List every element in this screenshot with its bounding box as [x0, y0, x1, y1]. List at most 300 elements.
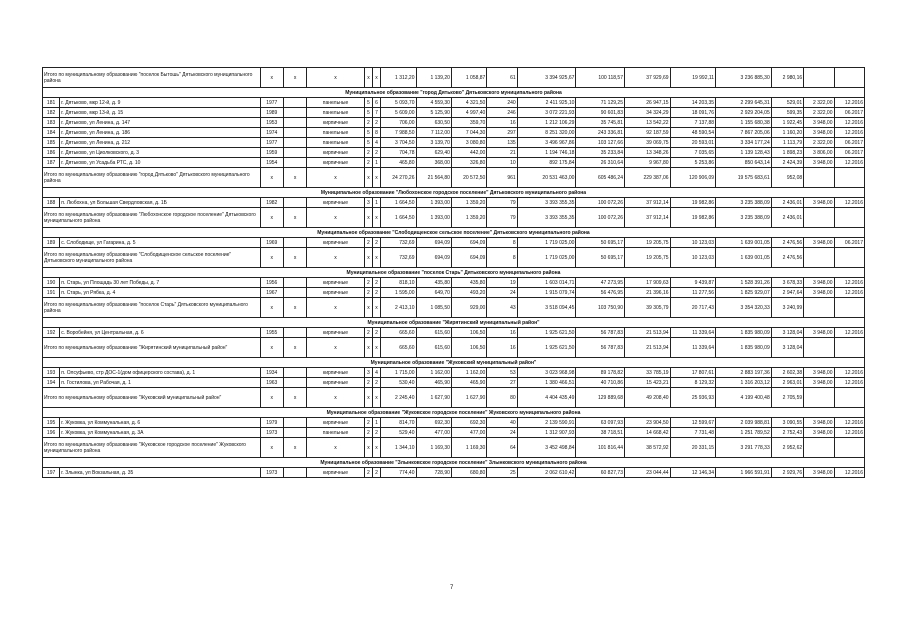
value-cell: 135 — [487, 138, 517, 148]
row-number: 182 — [43, 108, 60, 118]
value-cell: 243 336,81 — [576, 128, 625, 138]
value-cell: 38 718,51 — [576, 428, 625, 438]
total-cell: 24 270,26 — [381, 168, 416, 188]
value-cell: 14 203,35 — [670, 98, 716, 108]
address-cell: г. Жуковка, ул Коммунальная, д. 3А — [60, 428, 260, 438]
entrances-cell: 7 — [372, 108, 380, 118]
total-cell: x — [283, 208, 306, 228]
municipality-header-row — [43, 268, 865, 278]
address-cell: г. Дятьково, ул Ленина, д. 186 — [60, 128, 260, 138]
total-cell: x — [307, 68, 365, 88]
value-cell: 89 178,82 — [576, 368, 625, 378]
value-cell: 2 322,00 — [804, 108, 834, 118]
row-number: 188 — [43, 198, 60, 208]
value-cell: 12.2016 — [834, 128, 865, 138]
total-cell: x — [372, 388, 380, 408]
year-cell: 1959 — [260, 148, 283, 158]
total-cell — [804, 338, 834, 358]
value-cell: 63 097,93 — [576, 418, 625, 428]
total-cell: 39 305,79 — [624, 298, 670, 318]
total-row — [43, 338, 865, 358]
total-cell: x — [364, 168, 372, 188]
value-cell: 629,40 — [416, 148, 451, 158]
table-row — [43, 148, 865, 158]
value-cell: 1 966 591,91 — [716, 468, 772, 478]
row-number: 192 — [43, 328, 60, 338]
value-cell: 8 251 320,00 — [517, 128, 576, 138]
floors-cell: 2 — [364, 118, 372, 128]
value-cell: 48 590,54 — [670, 128, 716, 138]
floors-cell: 2 — [364, 158, 372, 168]
value-cell: 1 160,20 — [771, 128, 803, 138]
wall-material-cell: кирпичные — [307, 118, 365, 128]
total-cell: 229 387,06 — [624, 168, 670, 188]
wall-material-cell: кирпичные — [307, 468, 365, 478]
value-cell: 892 175,84 — [517, 158, 576, 168]
total-cell: 3 452 498,84 — [517, 438, 576, 458]
value-cell: 3 948,00 — [804, 468, 834, 478]
total-label: Итого по муниципальному образованию "поселок Старь" Дятьковского муниципального района — [43, 298, 261, 318]
address-cell: п. Гостилова, ул Рабочая, д. 1 — [60, 378, 260, 388]
value-cell: 3 393 355,35 — [517, 198, 576, 208]
value-cell: 1 113,79 — [771, 138, 803, 148]
value-cell: 7 988,50 — [381, 128, 416, 138]
value-cell: 3 139,70 — [416, 138, 451, 148]
value-cell: 1 312 907,93 — [517, 428, 576, 438]
table-row — [43, 108, 865, 118]
total-cell: 8 — [487, 248, 517, 268]
total-cell: 1 139,20 — [416, 68, 451, 88]
total-cell: 3 128,04 — [771, 338, 803, 358]
value-cell: 1 664,50 — [381, 198, 416, 208]
entrances-cell: 2 — [372, 148, 380, 158]
total-cell: 3 354 320,33 — [716, 298, 772, 318]
value-cell: 24 — [487, 428, 517, 438]
entrances-cell: 2 — [372, 328, 380, 338]
value-cell: 1 359,20 — [451, 198, 486, 208]
total-cell — [834, 298, 865, 318]
value-cell: 2 476,56 — [771, 238, 803, 248]
value-cell: 12.2016 — [834, 468, 865, 478]
value-cell: 1 380 466,51 — [517, 378, 576, 388]
total-cell: 694,09 — [416, 248, 451, 268]
value-cell: 79 — [487, 198, 517, 208]
value-cell: 16 — [487, 328, 517, 338]
value-cell: 1 162,00 — [416, 368, 451, 378]
wall-material-cell: кирпичные — [307, 418, 365, 428]
municipality-title: Муниципальное образование "Жуковское городское поселение" Жуковского муниципального района — [43, 408, 865, 418]
total-cell: 21 513,94 — [624, 338, 670, 358]
total-cell: 1 359,20 — [451, 208, 486, 228]
row-number: 195 — [43, 418, 60, 428]
value-cell: 1 925 621,50 — [517, 328, 576, 338]
value-cell: 706,00 — [381, 118, 416, 128]
total-cell: x — [307, 248, 365, 268]
blank-cell — [283, 418, 306, 428]
total-cell: 11 339,64 — [670, 338, 716, 358]
blank-cell — [283, 98, 306, 108]
entrances-cell: 2 — [372, 238, 380, 248]
total-cell: 615,60 — [416, 338, 451, 358]
year-cell: 1977 — [260, 98, 283, 108]
total-cell: 19 205,75 — [624, 248, 670, 268]
municipality-title: Муниципальное образование "Злынковское городское поселение" Злынковского муниципального района — [43, 458, 865, 468]
floors-cell: 2 — [364, 428, 372, 438]
housing-table — [42, 67, 865, 478]
total-cell: 100 072,26 — [576, 208, 625, 228]
total-cell — [834, 208, 865, 228]
blank-cell — [283, 328, 306, 338]
value-cell: 16 — [487, 118, 517, 128]
total-cell: 1 835 980,09 — [716, 338, 772, 358]
total-cell: 3 393 355,35 — [517, 208, 576, 228]
total-cell: 1 312,20 — [381, 68, 416, 88]
value-cell: 465,90 — [416, 378, 451, 388]
value-cell: 1 393,00 — [416, 198, 451, 208]
total-cell: 120 906,09 — [670, 168, 716, 188]
value-cell: 2 322,00 — [804, 98, 834, 108]
value-cell: 2 062 610,42 — [517, 468, 576, 478]
value-cell: 1 212 106,29 — [517, 118, 576, 128]
total-row — [43, 248, 865, 268]
value-cell: 3 948,00 — [804, 238, 834, 248]
value-cell: 06.2017 — [834, 148, 865, 158]
value-cell: 1 194 746,18 — [517, 148, 576, 158]
value-cell: 297 — [487, 128, 517, 138]
total-cell: 961 — [487, 168, 517, 188]
row-number: 190 — [43, 278, 60, 288]
year-cell: 1979 — [260, 418, 283, 428]
total-cell: x — [372, 298, 380, 318]
value-cell: 3 235 388,09 — [716, 198, 772, 208]
entrances-cell: 4 — [372, 138, 380, 148]
year-cell: 1955 — [260, 328, 283, 338]
total-cell: 2 705,59 — [771, 388, 803, 408]
total-cell: 19 575 683,61 — [716, 168, 772, 188]
wall-material-cell: панельные — [307, 108, 365, 118]
total-cell: x — [283, 338, 306, 358]
floors-cell: 5 — [364, 108, 372, 118]
address-cell: г. Дятьково, мкр 12-й, д. 9 — [60, 98, 260, 108]
total-label: Итого по муниципальному образованию "Любохонское городское поселение" Дятьковского муниципального района — [43, 208, 261, 228]
total-label: Итого по муниципальному образованию "Жирятинский муниципальный район" — [43, 338, 261, 358]
value-cell: 692,30 — [451, 418, 486, 428]
entrances-cell: 2 — [372, 428, 380, 438]
total-cell — [834, 248, 865, 268]
municipality-header-row — [43, 228, 865, 238]
floors-cell: 2 — [364, 238, 372, 248]
value-cell: 10 123,03 — [670, 238, 716, 248]
value-cell: 246 — [487, 108, 517, 118]
address-cell: г. Дятьково, мкр 13-й, д. 15 — [60, 108, 260, 118]
total-cell: 929,00 — [451, 298, 486, 318]
total-cell: x — [260, 208, 283, 228]
value-cell: 21 513,94 — [624, 328, 670, 338]
total-cell: 694,09 — [451, 248, 486, 268]
value-cell: 23 904,50 — [624, 418, 670, 428]
value-cell: 1 922,45 — [771, 118, 803, 128]
value-cell: 2 139 590,91 — [517, 418, 576, 428]
value-cell: 17 909,63 — [624, 278, 670, 288]
value-cell: 7 137,88 — [670, 118, 716, 128]
value-cell: 3 080,80 — [451, 138, 486, 148]
total-cell: 3 236 885,30 — [716, 68, 772, 88]
floors-cell: 2 — [364, 468, 372, 478]
total-cell: x — [260, 68, 283, 88]
total-cell: 19 992,11 — [670, 68, 716, 88]
municipality-header-row — [43, 408, 865, 418]
value-cell: 680,80 — [451, 468, 486, 478]
value-cell: 665,60 — [381, 328, 416, 338]
entrances-cell: 2 — [372, 378, 380, 388]
wall-material-cell: кирпичные — [307, 278, 365, 288]
total-cell — [804, 168, 834, 188]
value-cell: 33 785,19 — [624, 368, 670, 378]
value-cell: 40 — [487, 418, 517, 428]
municipality-header-row — [43, 458, 865, 468]
blank-cell — [283, 118, 306, 128]
row-number: 187 — [43, 158, 60, 168]
row-number: 184 — [43, 128, 60, 138]
total-cell: x — [372, 208, 380, 228]
total-cell: 20 531 463,00 — [517, 168, 576, 188]
value-cell: 9 967,80 — [624, 158, 670, 168]
value-cell: 27 — [487, 378, 517, 388]
value-cell: 92 187,59 — [624, 128, 670, 138]
value-cell: 26 947,15 — [624, 98, 670, 108]
blank-cell — [283, 368, 306, 378]
floors-cell: 2 — [364, 288, 372, 298]
total-label: Итого по муниципальному образованию "Жуковский муниципальный район" — [43, 388, 261, 408]
value-cell: 1 595,00 — [381, 288, 416, 298]
total-cell — [834, 68, 865, 88]
value-cell: 19 205,75 — [624, 238, 670, 248]
total-cell: x — [260, 388, 283, 408]
value-cell: 814,70 — [381, 418, 416, 428]
value-cell: 368,00 — [416, 158, 451, 168]
total-cell: 1 925 621,50 — [517, 338, 576, 358]
value-cell: 5 093,70 — [381, 98, 416, 108]
value-cell: 3 948,00 — [804, 158, 834, 168]
total-cell — [804, 248, 834, 268]
municipality-title: Муниципальное образование "Любохонское городское поселение" Дятьковского муниципального района — [43, 188, 865, 198]
value-cell: 465,90 — [451, 378, 486, 388]
year-cell: 1954 — [260, 158, 283, 168]
value-cell: 53 — [487, 368, 517, 378]
value-cell: 3 948,00 — [804, 118, 834, 128]
blank-cell — [283, 128, 306, 138]
row-number: 186 — [43, 148, 60, 158]
value-cell: 692,30 — [416, 418, 451, 428]
total-cell: 1 627,90 — [416, 388, 451, 408]
row-number: 191 — [43, 288, 60, 298]
value-cell: 3 128,04 — [771, 328, 803, 338]
value-cell: 2 602,38 — [771, 368, 803, 378]
value-cell: 12.2016 — [834, 418, 865, 428]
wall-material-cell: кирпичные — [307, 148, 365, 158]
total-cell: 79 — [487, 208, 517, 228]
total-cell: x — [260, 168, 283, 188]
value-cell: 435,80 — [451, 278, 486, 288]
address-cell: с. Слободище, ул Гагарина, д. 5 — [60, 238, 260, 248]
total-cell: x — [364, 208, 372, 228]
total-label: Итого по муниципальному образованию "Слободищенское сельское поселение" Дятьковского муниципального района — [43, 248, 261, 268]
value-cell: 12.2016 — [834, 278, 865, 288]
total-cell: x — [283, 248, 306, 268]
total-row — [43, 208, 865, 228]
address-cell: п. Любохна, ул Большая Свердловская, д. 1Б — [60, 198, 260, 208]
value-cell: 35 745,81 — [576, 118, 625, 128]
value-cell: 477,00 — [451, 428, 486, 438]
total-cell: 50 695,17 — [576, 248, 625, 268]
total-cell: x — [307, 388, 365, 408]
value-cell: 2 424,39 — [771, 158, 803, 168]
total-label: Итого по муниципальному образованию "Жуковское городское поселение" Жуковского муниципального района — [43, 438, 261, 458]
total-cell: 2 476,56 — [771, 248, 803, 268]
value-cell: 2 752,43 — [771, 428, 803, 438]
total-cell: x — [372, 338, 380, 358]
total-cell: 106,50 — [451, 338, 486, 358]
total-cell — [834, 338, 865, 358]
value-cell: 1 825 929,07 — [716, 288, 772, 298]
blank-cell — [283, 198, 306, 208]
municipality-header-row — [43, 88, 865, 98]
entrances-cell: 2 — [372, 288, 380, 298]
value-cell: 21 — [487, 148, 517, 158]
total-cell — [834, 438, 865, 458]
total-cell: 21 564,80 — [416, 168, 451, 188]
total-cell: x — [260, 438, 283, 458]
row-number: 181 — [43, 98, 60, 108]
total-cell — [804, 208, 834, 228]
total-cell: 2 980,16 — [771, 68, 803, 88]
value-cell: 12.2016 — [834, 378, 865, 388]
row-number: 197 — [43, 468, 60, 478]
value-cell: 3 948,00 — [804, 368, 834, 378]
value-cell: 06.2017 — [834, 108, 865, 118]
total-cell: 25 936,93 — [670, 388, 716, 408]
table-body — [43, 68, 865, 478]
total-cell: x — [283, 438, 306, 458]
address-cell: г. Злынка, ул Вокзальная, д. 35 — [60, 468, 260, 478]
value-cell: 3 948,00 — [804, 418, 834, 428]
value-cell: 477,00 — [416, 428, 451, 438]
year-cell: 1963 — [260, 378, 283, 388]
value-cell: 3 496 967,86 — [517, 138, 576, 148]
total-cell — [804, 68, 834, 88]
total-cell: x — [283, 298, 306, 318]
value-cell: 2 883 197,36 — [716, 368, 772, 378]
table-row — [43, 138, 865, 148]
value-cell: 12 599,67 — [670, 418, 716, 428]
value-cell: 12.2016 — [834, 158, 865, 168]
blank-cell — [283, 278, 306, 288]
total-cell: 56 787,83 — [576, 338, 625, 358]
blank-cell — [283, 288, 306, 298]
value-cell: 704,78 — [381, 148, 416, 158]
blank-cell — [283, 138, 306, 148]
value-cell: 40 710,86 — [576, 378, 625, 388]
value-cell: 11 277,56 — [670, 288, 716, 298]
value-cell: 20 593,01 — [670, 138, 716, 148]
total-cell: 37 929,69 — [624, 68, 670, 88]
total-cell: x — [260, 248, 283, 268]
value-cell: 2 322,00 — [804, 138, 834, 148]
value-cell: 50 695,17 — [576, 238, 625, 248]
value-cell: 599,35 — [771, 108, 803, 118]
value-cell: 7 867 205,06 — [716, 128, 772, 138]
total-row — [43, 168, 865, 188]
value-cell: 1 139 128,43 — [716, 148, 772, 158]
year-cell: 1989 — [260, 108, 283, 118]
value-cell: 39 069,75 — [624, 138, 670, 148]
value-cell: 19 982,86 — [670, 198, 716, 208]
value-cell: 3 948,00 — [804, 378, 834, 388]
value-cell: 21 396,16 — [624, 288, 670, 298]
total-row — [43, 68, 865, 88]
value-cell: 37 912,14 — [624, 198, 670, 208]
value-cell: 2 929,76 — [771, 468, 803, 478]
value-cell: 1 251 789,52 — [716, 428, 772, 438]
value-cell: 2 039 988,81 — [716, 418, 772, 428]
blank-cell — [283, 378, 306, 388]
total-cell: x — [372, 438, 380, 458]
table-row — [43, 378, 865, 388]
value-cell: 465,80 — [381, 158, 416, 168]
municipality-header-row — [43, 188, 865, 198]
total-cell: 1 393,00 — [416, 208, 451, 228]
value-cell: 3 678,33 — [771, 278, 803, 288]
entrances-cell: 1 — [372, 198, 380, 208]
value-cell: 818,10 — [381, 278, 416, 288]
row-number: 194 — [43, 378, 60, 388]
value-cell: 8 129,32 — [670, 378, 716, 388]
value-cell: 3 948,00 — [804, 288, 834, 298]
value-cell: 7 731,48 — [670, 428, 716, 438]
total-cell: x — [307, 338, 365, 358]
address-cell: с. Воробейня, ул Центральная, д. 6 — [60, 328, 260, 338]
total-cell: 1 639 001,05 — [716, 248, 772, 268]
value-cell: 442,00 — [451, 148, 486, 158]
value-cell: 649,70 — [416, 288, 451, 298]
entrances-cell: 4 — [372, 368, 380, 378]
total-cell: 103 750,90 — [576, 298, 625, 318]
total-cell: 2 952,62 — [771, 438, 803, 458]
value-cell: 694,09 — [451, 238, 486, 248]
value-cell: 3 704,50 — [381, 138, 416, 148]
wall-material-cell: кирпичные — [307, 158, 365, 168]
wall-material-cell: кирпичные — [307, 288, 365, 298]
address-cell: г. Жуковка, ул Коммунальная, д. 6 — [60, 418, 260, 428]
value-cell: 3 948,00 — [804, 428, 834, 438]
total-label: Итого по муниципальному образованию "поселок Бытошь" Дятьковского муниципального района — [43, 68, 261, 88]
value-cell: 9 439,87 — [670, 278, 716, 288]
address-cell: г. Дятьково, ул Ленина, д. 212 — [60, 138, 260, 148]
value-cell: 8 — [487, 238, 517, 248]
total-cell: 952,08 — [771, 168, 803, 188]
address-cell: п. Олсуфьево, стр ДОС-1(дом офицерского состава), д. 1 — [60, 368, 260, 378]
blank-cell — [283, 238, 306, 248]
value-cell: 850 643,14 — [716, 158, 772, 168]
value-cell: 529,01 — [771, 98, 803, 108]
value-cell: 4 997,40 — [451, 108, 486, 118]
table-row — [43, 238, 865, 248]
value-cell: 12.2016 — [834, 328, 865, 338]
blank-cell — [283, 428, 306, 438]
row-number: 185 — [43, 138, 60, 148]
total-cell: 16 — [487, 338, 517, 358]
entrances-cell: 6 — [372, 98, 380, 108]
